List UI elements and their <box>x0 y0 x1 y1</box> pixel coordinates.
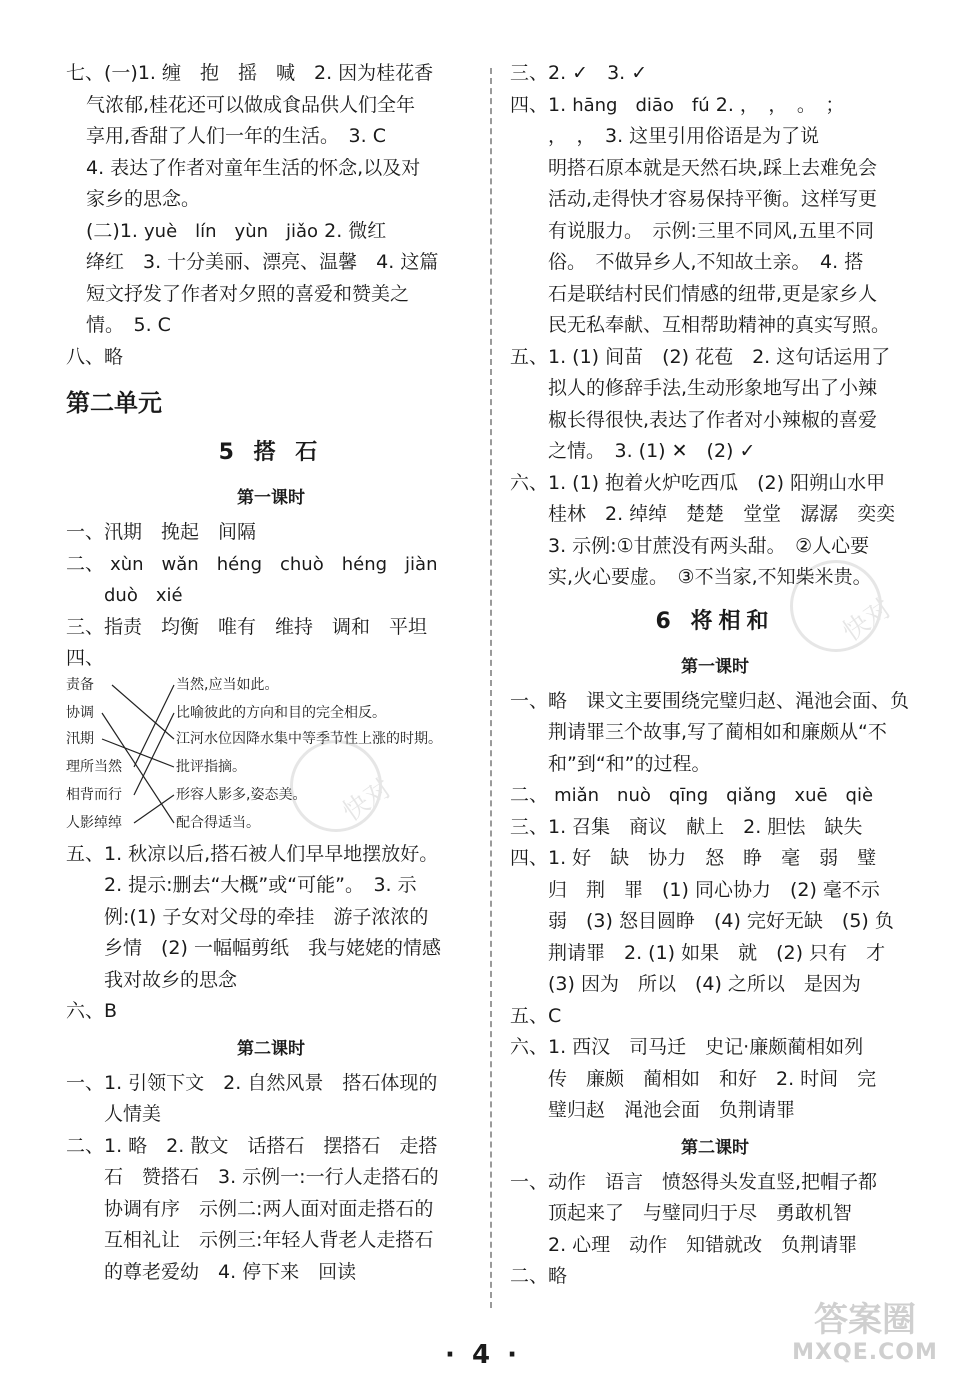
text-line: 顶起来了 与璧同归于尽 勇敢机智 <box>548 1202 853 1224</box>
text-line: 家乡的思念。 <box>86 188 201 210</box>
text-line: 明搭石原本就是天然石块,踩上去难免会 <box>548 156 878 179</box>
match-right-item: 批评指摘。 <box>176 758 246 775</box>
text-segment: 四、1. <box>510 93 567 116</box>
text-line: 椒长得很快,表达了作者对小辣椒的喜爱 <box>548 408 878 431</box>
text-segment: (二)1. <box>86 219 138 242</box>
match-right-item: 当然,应当如此。 <box>176 676 279 693</box>
text-line: 三、2. ✓ 3. ✓ <box>510 62 648 84</box>
text-line: 桂林 2. 绰绰 楚楚 堂堂 潺潺 奕奕 <box>548 503 896 525</box>
period-title: 第一课时 <box>681 656 749 677</box>
text-line: 和”到“和”的过程。 <box>548 752 711 775</box>
matching-exercise <box>66 675 476 839</box>
watermark-url: MXQE.COM <box>792 1340 938 1365</box>
text-line: 璧归赵 渑池会面 负荆请罪 <box>548 1099 796 1121</box>
match-left-item: 人影绰绰 <box>66 814 122 831</box>
text-segment: 2. ， ， 。 ； <box>715 93 845 116</box>
text-line: 的尊老爱幼 4. 停下来 回读 <box>104 1260 357 1283</box>
text-line: 六、1. (1) 抱着火炉吃西瓜 (2) 阳朔山水甲 <box>510 471 886 494</box>
text-line: 绛红 3. 十分美丽、漂亮、温馨 4. 这篇 <box>86 251 439 273</box>
text-line: 实,火心要虚。 ③不当家,不知柴米贵。 <box>548 566 872 588</box>
watermark-logo-text: 答案圈 <box>814 1300 916 1340</box>
text-line <box>66 580 476 612</box>
text-line <box>66 216 476 248</box>
text-line: 传 廉颇 蔺相如 和好 2. 时间 完 <box>548 1067 877 1090</box>
text-line: 例:(1) 子女对父母的牵挂 游子浓浓的 <box>104 905 429 928</box>
text-line: 四、1. 好 缺 协力 怒 睁 毫 弱 璧 <box>510 847 877 869</box>
text-line <box>510 780 920 812</box>
text-line: 一、1. 引领下文 2. 自然风景 搭石体现的 <box>66 1071 438 1094</box>
period-title: 第二课时 <box>237 1038 305 1059</box>
text-line: 情。 5. C <box>86 314 171 336</box>
text-line: 有说服力。 示例:三里不同风,五里不同 <box>548 219 874 242</box>
pinyin-text: miǎn nuò qīng qiǎng xuē qiè <box>554 785 874 806</box>
text-line: 气浓郁,桂花还可以做成食品供人们全年 <box>86 93 416 116</box>
match-right-item: 配合得适当。 <box>176 814 260 831</box>
text-line: 享用,香甜了人们一年的生活。 3. C <box>86 125 386 147</box>
text-line: 荆请罪三个故事,写了蔺相如和廉颇从“不 <box>548 721 887 743</box>
column-divider <box>490 68 492 1308</box>
text-line: 荆请罪 2. (1) 如果 就 (2) 只有 才 <box>548 941 886 964</box>
match-left-item: 汛期 <box>66 730 94 747</box>
watermark-text: 快对 <box>337 773 398 828</box>
corner-watermark <box>770 1300 960 1366</box>
text-line: 三、1. 召集 商议 献上 2. 胆怯 缺失 <box>510 815 863 838</box>
text-segment: 2. 微红 <box>324 219 387 242</box>
unit-title: 第二单元 <box>66 389 162 417</box>
text-line: 短文抒发了作者对夕照的喜爱和赞美之 <box>86 282 410 305</box>
match-left-item: 协调 <box>66 704 94 721</box>
period-title: 第二课时 <box>681 1137 749 1158</box>
text-line: 石 赞搭石 3. 示例一:一行人走搭石的 <box>104 1166 439 1188</box>
text-line: 乡情 (2) 一幅幅剪纸 我与姥姥的情感 <box>104 937 441 959</box>
text-line: 六、1. 西汉 司马迁 史记·廉颇蔺相如列 <box>510 1036 864 1058</box>
right-column <box>510 58 920 1293</box>
lesson-title: 5 搭 石 <box>218 440 324 465</box>
text-line: 3. 示例:①甘蔗没有两头甜。 ②人心要 <box>548 534 870 557</box>
pinyin-text: yuè lín yùn jiǎo <box>144 220 319 242</box>
text-line: 2. 提示:删去“大概”或“可能”。 3. 示 <box>104 874 417 896</box>
text-line: 我对故乡的思念 <box>104 968 238 991</box>
text-line: 一、汛期 挽起 间隔 <box>66 521 257 543</box>
text-line: 三、指责 均衡 唯有 维持 调和 平坦 <box>66 615 428 638</box>
text-line: (3) 因为 所以 (4) 之所以 是因为 <box>548 973 861 995</box>
text-line: 二、1. 略 2. 散文 话搭石 摆搭石 走搭 <box>66 1134 438 1157</box>
match-left-item: 责备 <box>66 676 94 693</box>
text-line: 协调有序 示例二:两人面对面走搭石的 <box>104 1197 434 1220</box>
text-segment: 二、 <box>510 784 549 806</box>
page-number: · 4 · <box>445 1340 521 1370</box>
match-line <box>134 795 174 823</box>
pinyin-text: duò xié <box>104 585 183 606</box>
text-line: 2. 心理 动作 知错就改 负荆请罪 <box>548 1233 858 1256</box>
match-right-item: 形容人影多,姿态美。 <box>176 786 307 803</box>
text-line: 4. 表达了作者对童年生活的怀念,以及对 <box>86 156 421 179</box>
text-line: 归 荆 罪 (1) 同心协力 (2) 毫不示 <box>548 878 880 901</box>
matching-lines <box>66 675 486 839</box>
text-line: 五、1. (1) 间苗 (2) 花苞 2. 这句话运用了 <box>510 345 891 368</box>
text-line: 六、B <box>66 1000 118 1022</box>
text-line: 一、动作 语言 愤怒得头发直竖,把帽子都 <box>510 1170 878 1193</box>
match-left-item: 相背而行 <box>66 786 122 803</box>
period-title: 第一课时 <box>237 488 305 508</box>
match-right-item: 比喻彼此的方向和目的完全相反。 <box>176 704 386 721</box>
watermark-text: 快对 <box>837 593 898 648</box>
lesson-title: 6 将相和 <box>655 608 775 634</box>
text-line: 八、略 <box>66 345 124 368</box>
text-line: 四、 <box>66 647 105 669</box>
pinyin-text: xùn wǎn héng chuò héng jiàn <box>110 553 438 575</box>
text-line: 活动,走得快才容易保持平衡。这样写更 <box>548 188 878 210</box>
text-line <box>66 549 476 581</box>
match-left-item: 理所当然 <box>66 758 122 775</box>
text-line: 石是联结村民们情感的纽带,更是家乡人 <box>548 282 878 305</box>
text-line: 民无私奉献、互相帮助精神的真实写照。 <box>548 314 891 336</box>
text-line <box>510 90 920 122</box>
pinyin-text: hāng diāo fú <box>572 94 710 116</box>
text-line: 一、略 课文主要围绕完璧归赵、渑池会面、负 <box>510 689 910 712</box>
text-line: 五、C <box>510 1004 562 1027</box>
text-line: 人情美 <box>104 1103 162 1125</box>
text-line: 拟人的修辞手法,生动形象地写出了小辣 <box>548 377 878 399</box>
text-line: 之情。 3. (1) ✕ (2) ✓ <box>548 440 756 462</box>
text-line: 俗。 不做异乡人,不知故土亲。 4. 搭 <box>548 251 864 273</box>
left-column <box>66 58 476 1288</box>
text-line: 弱 (3) 怒目圆睁 (4) 完好无缺 (5) 负 <box>548 910 894 932</box>
text-line: 二、略 <box>510 1265 568 1287</box>
text-line: ， ， 3. 这里引用俗语是为了说 <box>548 125 820 147</box>
text-segment: 二、 <box>66 552 105 575</box>
text-line: 互相礼让 示例三:年轻人背老人走搭石 <box>104 1229 434 1251</box>
text-line: 五、1. 秋凉以后,搭石被人们早早地摆放好。 <box>66 842 439 865</box>
match-right-item: 江河水位因降水集中等季节性上涨的时期。 <box>176 730 442 747</box>
text-line: 七、(一)1. 缠 抱 摇 喊 2. 因为桂花香 <box>66 62 434 84</box>
